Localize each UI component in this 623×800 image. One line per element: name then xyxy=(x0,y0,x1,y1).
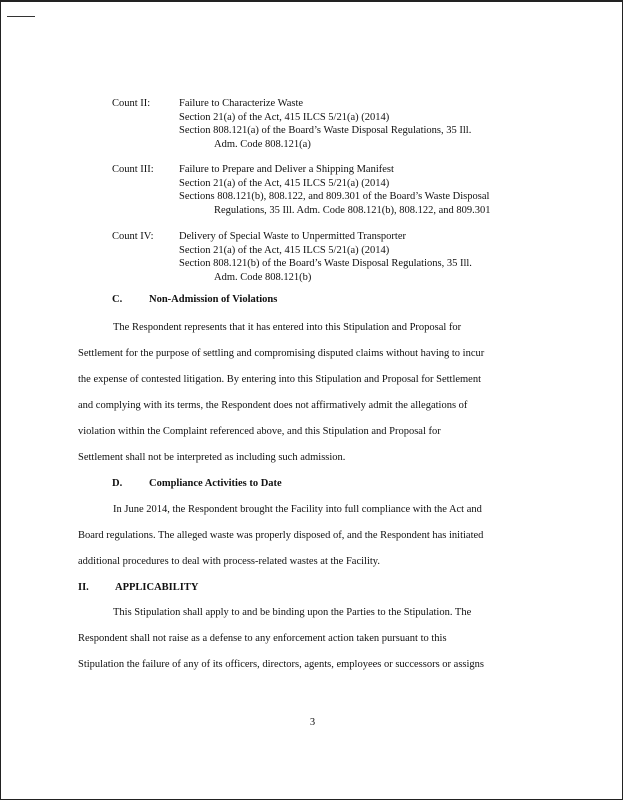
count-citation: Section 21(a) of the Act, 415 ILCS 5/21(a) (2014) xyxy=(179,177,390,189)
section-letter: C. xyxy=(112,294,123,305)
paragraph-line: violation within the Complaint referenced above, and this Stipulation and Proposal for xyxy=(78,426,441,437)
scan-mark xyxy=(7,16,35,17)
section-title: APPLICABILITY xyxy=(115,582,199,593)
section-numeral: II. xyxy=(78,582,89,593)
paragraph-line: additional procedures to deal with process-related wastes at the Facility. xyxy=(78,556,380,567)
page-number: 3 xyxy=(309,717,316,728)
paragraph-line: Board regulations. The alleged waste was properly disposed of, and the Respondent has initiated xyxy=(78,530,484,541)
section-d-paragraph xyxy=(78,497,524,575)
count-label: Count IV: xyxy=(112,231,154,242)
count-label: Count II: xyxy=(112,98,151,109)
paragraph-line: In June 2014, the Respondent brought the Facility into full compliance with the Act and xyxy=(113,504,482,515)
count-label: Count III: xyxy=(112,164,154,175)
paragraph-line: the expense of contested litigation. By entering into this Stipulation and Proposal for Settlement xyxy=(78,374,482,385)
section-d-heading xyxy=(112,478,282,489)
paragraph-line: and complying with its terms, the Respondent does not affirmatively admit the allegations of xyxy=(78,400,468,411)
section-c-paragraph xyxy=(78,315,524,471)
section-title: Compliance Activities to Date xyxy=(149,478,282,489)
paragraph-line: Settlement for the purpose of settling and compromising disputed claims without having to incur xyxy=(78,348,485,359)
count-citation: Adm. Code 808.121(a) xyxy=(214,138,311,150)
section-title: Non-Admission of Violations xyxy=(149,294,278,305)
count-title: Failure to Characterize Waste xyxy=(179,98,304,109)
section-ii-paragraph xyxy=(78,600,524,678)
count-citation: Section 21(a) of the Act, 415 ILCS 5/21(a) (2014) xyxy=(179,111,390,123)
count-citation: Section 21(a) of the Act, 415 ILCS 5/21(a) (2014) xyxy=(179,244,390,256)
paragraph-line: Respondent shall not raise as a defense to any enforcement action taken pursuant to this xyxy=(78,633,447,644)
count-citation: Regulations, 35 Ill. Adm. Code 808.121(b), 808.122, and 809.301 xyxy=(214,204,491,216)
section-ii-heading xyxy=(78,582,198,593)
paragraph-line: Settlement shall not be interpreted as including such admission. xyxy=(78,452,346,463)
section-c-heading xyxy=(112,294,277,305)
top-border xyxy=(1,0,623,2)
count-citation: Section 808.121(a) of the Board’s Waste Disposal Regulations, 35 Ill. xyxy=(179,125,472,136)
section-letter: D. xyxy=(112,478,123,489)
count-citation: Section 808.121(b) of the Board’s Waste Disposal Regulations, 35 Ill. xyxy=(179,258,472,269)
paragraph-line: The Respondent represents that it has entered into this Stipulation and Proposal for xyxy=(113,322,462,333)
count-title: Delivery of Special Waste to Unpermitted Transporter xyxy=(179,231,406,242)
count-citation: Sections 808.121(b), 808.122, and 809.301 of the Board’s Waste Disposal xyxy=(179,191,490,202)
count-citation: Adm. Code 808.121(b) xyxy=(214,271,312,283)
count-title: Failure to Prepare and Deliver a Shipping Manifest xyxy=(179,164,394,175)
paragraph-line: This Stipulation shall apply to and be binding upon the Parties to the Stipulation. The xyxy=(113,607,472,618)
paragraph-line: Stipulation the failure of any of its officers, directors, agents, employees or successors or assigns xyxy=(78,659,484,670)
